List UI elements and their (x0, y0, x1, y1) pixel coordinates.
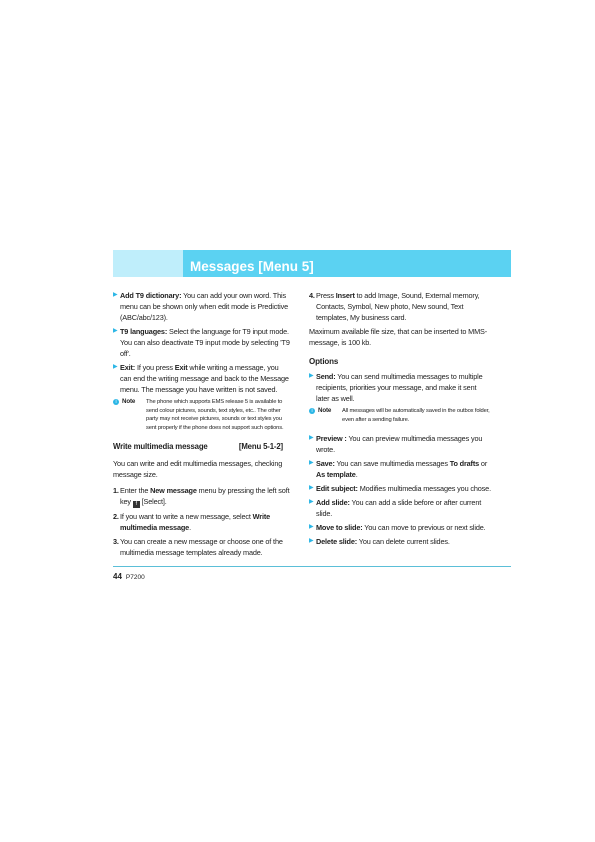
section-heading: Write multimedia message [Menu 5-1-2] (113, 442, 283, 451)
step-item: 2. If you want to write a new message, select Write multimedia message. (113, 512, 271, 532)
model-name: P7200 (125, 574, 145, 581)
list-item: ▶ Send: You can send multimedia messages to multiple recipients, priorities your message, and make it sent later as well. (309, 372, 483, 403)
page-number: 44 (113, 572, 122, 581)
triangle-right-icon: ▶ (113, 328, 118, 334)
step-item: 3. You can create a new message or choose one of the multimedia message templates already made. (113, 537, 283, 557)
page-footer (113, 572, 145, 581)
info-icon: i (113, 399, 119, 405)
triangle-right-icon: ▶ (113, 292, 118, 298)
triangle-right-icon: ▶ (309, 460, 314, 466)
options-heading: Options (309, 357, 339, 366)
page-title: Messages [Menu 5] (190, 259, 314, 274)
list-item: ▶ Move to slide: You can move to previous or next slide. (309, 523, 486, 532)
soft-key-icon: f (133, 501, 140, 508)
left-column (113, 290, 291, 561)
list-item: ▶ Save: You can save multimedia messages To drafts or As template. (309, 459, 488, 479)
step-item: 4. Press Insert to add Image, Sound, External memory, Contacts, Symbol, New photo, New sound, Text templates, My business card. (309, 291, 480, 322)
intro-text: You can write and edit multimedia messages, checking message size. (113, 459, 283, 479)
right-column (309, 290, 491, 550)
triangle-right-icon: ▶ (309, 485, 314, 491)
list-item: ▶ Exit: If you press Exit while writing a message, you can end the writing message and back to the Message menu. The message you have written is not saved. (113, 363, 289, 394)
step-item: 1. Enter the New message menu by pressing the left soft key f [Select]. (113, 486, 290, 507)
note-label: Note (318, 407, 332, 414)
note-box (309, 407, 491, 424)
note-text: All messages will be automatically saved in the outbox folder, even after a sending failure. (342, 408, 490, 423)
triangle-right-icon: ▶ (113, 364, 118, 370)
triangle-right-icon: ▶ (309, 373, 314, 379)
list-item: ▶ Add T9 dictionary: You can add your own word. This menu can be shown only when edit mode is Predictive (ABC/abc/123). (113, 291, 288, 322)
note-label: Note (122, 398, 136, 405)
note-box (113, 398, 291, 432)
header-band-accent (113, 250, 183, 277)
list-item: ▶ Add slide: You can add a slide before or after current slide. (309, 498, 482, 518)
triangle-right-icon: ▶ (309, 524, 314, 530)
triangle-right-icon: ▶ (309, 499, 314, 505)
note-text: The phone which supports EMS release 5 is available to send colour pictures, sounds, text styles, etc.. The other party may not receive pictures, sounds or text styles you sent properly if the phone does not support such options. (146, 399, 284, 431)
list-item: ▶ Edit subject: Modifies multimedia messages you chose. (309, 484, 491, 493)
list-item: ▶ T9 languages: Select the language for T9 input mode. You can also deactivate T9 input mode by selecting 'T9 off'. (113, 327, 290, 358)
list-item: ▶ Delete slide: You can delete current slides. (309, 537, 450, 546)
footer-rule (113, 566, 511, 567)
triangle-right-icon: ▶ (309, 538, 314, 544)
max-size-text: Maximum available file size, that can be inserted to MMS-message, is 100 kb. (309, 327, 488, 347)
triangle-right-icon: ▶ (309, 435, 314, 441)
info-icon: i (309, 408, 315, 414)
list-item: ▶ Preview : You can preview multimedia messages you wrote. (309, 434, 483, 454)
